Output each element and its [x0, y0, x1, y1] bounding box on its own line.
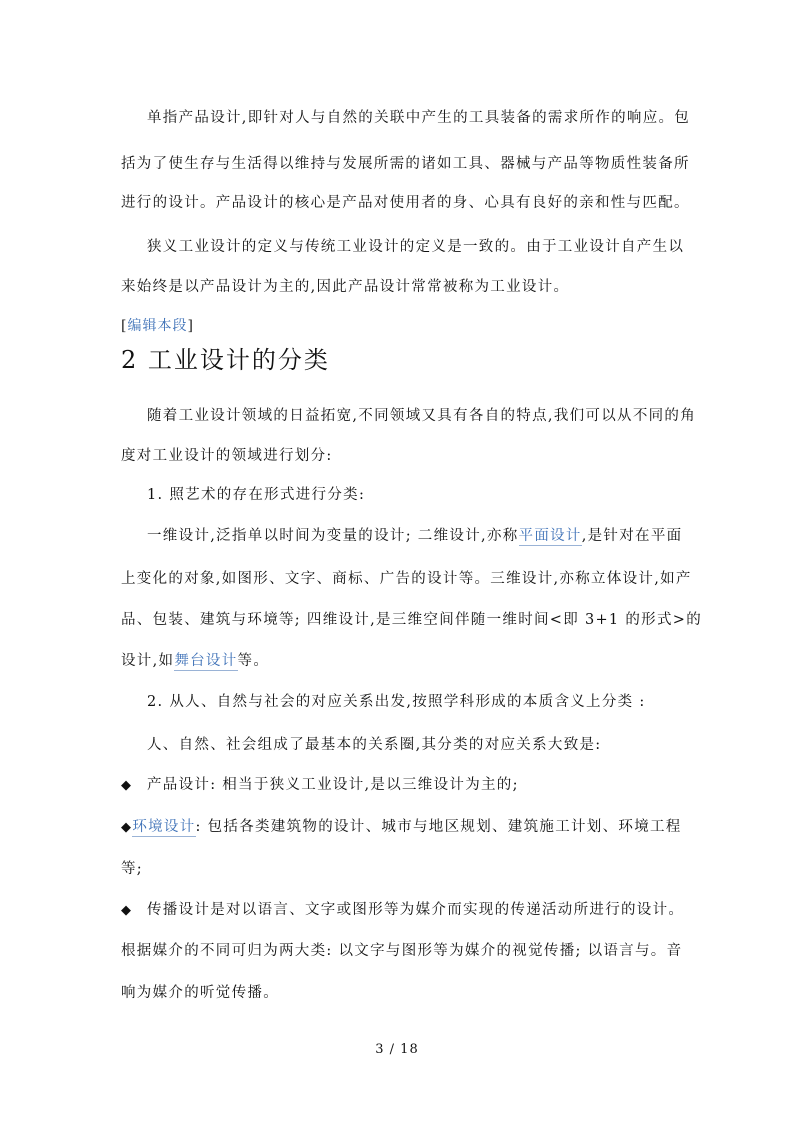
list-item-2: 2. 从人、自然与社会的对应关系出发,按照学科形成的本质含义上分类 :	[147, 694, 646, 710]
paragraph-line: 括为了使生存与生活得以维持与发展所需的诸如工具、器械与产品等物质性装备所	[121, 156, 690, 172]
paragraph-line: 单指产品设计,即针对人与自然的关联中产生的工具装备的需求所作的响应。包	[147, 110, 691, 126]
paragraph-line: 品、包装、建筑与环境等; 四维设计,是三维空间伴随一维时间<即 3+1 的形式>的	[121, 612, 703, 628]
bullet-item	[121, 815, 682, 836]
link-stage-design[interactable]: 舞台设计	[174, 653, 238, 669]
paragraph-line: 来始终是以产品设计为主的,因此产品设计常常被称为工业设计。	[121, 279, 570, 295]
paragraph-line	[147, 524, 682, 545]
bullet-item	[121, 773, 519, 794]
edit-bracket-close: ]	[187, 318, 194, 334]
bullet-text: 传播设计是对以语言、文字或图形等为媒介而实现的传递活动所进行的设计。	[147, 902, 685, 918]
bullet-text: : 包括各类建筑物的设计、城市与地区规划、建筑施工计划、环境工程	[195, 819, 682, 835]
paragraph-line: 根据媒介的不同可归为两大类: 以文字与图形等为媒介的视觉传播; 以语言与。音	[121, 943, 683, 959]
link-environment-design[interactable]: 环境设计	[132, 819, 196, 835]
edit-section-label[interactable]: 编辑本段	[127, 318, 188, 334]
list-item-1: 1. 照艺术的存在形式进行分类:	[147, 487, 366, 503]
paragraph-line: 随着工业设计领域的日益拓宽,不同领域又具有各自的特点,我们可以从不同的角	[147, 408, 697, 424]
diamond-bullet-icon: ◆	[121, 820, 133, 835]
bullet-item	[121, 898, 684, 919]
text-span: 等。	[237, 653, 270, 669]
text-span: 设计,如	[121, 653, 175, 669]
page-indicator: 3 / 18	[375, 1042, 419, 1057]
paragraph-line: 上变化的对象,如图形、文字、商标、广告的设计等。三维设计,亦称立体设计,如产	[121, 571, 692, 587]
text-span: ,是针对在平面	[581, 528, 683, 544]
paragraph-line: 度对工业设计的领域进行划分:	[121, 448, 333, 464]
diamond-bullet-icon: ◆	[121, 903, 133, 918]
text-span: 一维设计,泛指单以时间为变量的设计; 二维设计,亦称	[147, 528, 519, 544]
paragraph-line: 进行的设计。产品设计的核心是产品对使用者的身、心具有良好的亲和性与匹配。	[121, 195, 690, 211]
diamond-bullet-icon: ◆	[121, 778, 133, 793]
paragraph-line: 狭义工业设计的定义与传统工业设计的定义是一致的。由于工业设计自产生以	[147, 239, 685, 255]
edit-section-link[interactable]	[121, 315, 194, 335]
section-heading: 2 工业设计的分类	[121, 346, 330, 374]
link-graphic-design[interactable]: 平面设计	[518, 528, 582, 544]
paragraph-line: 人、自然、社会组成了最基本的关系圈,其分类的对应关系大致是:	[147, 737, 602, 753]
bullet-text: 产品设计: 相当于狭义工业设计,是以三维设计为主的;	[147, 777, 519, 793]
paragraph-line: 等;	[121, 861, 143, 877]
edit-bracket-open: [	[121, 318, 128, 334]
paragraph-line	[121, 649, 269, 670]
paragraph-line: 响为媒介的听觉传播。	[121, 985, 279, 1001]
